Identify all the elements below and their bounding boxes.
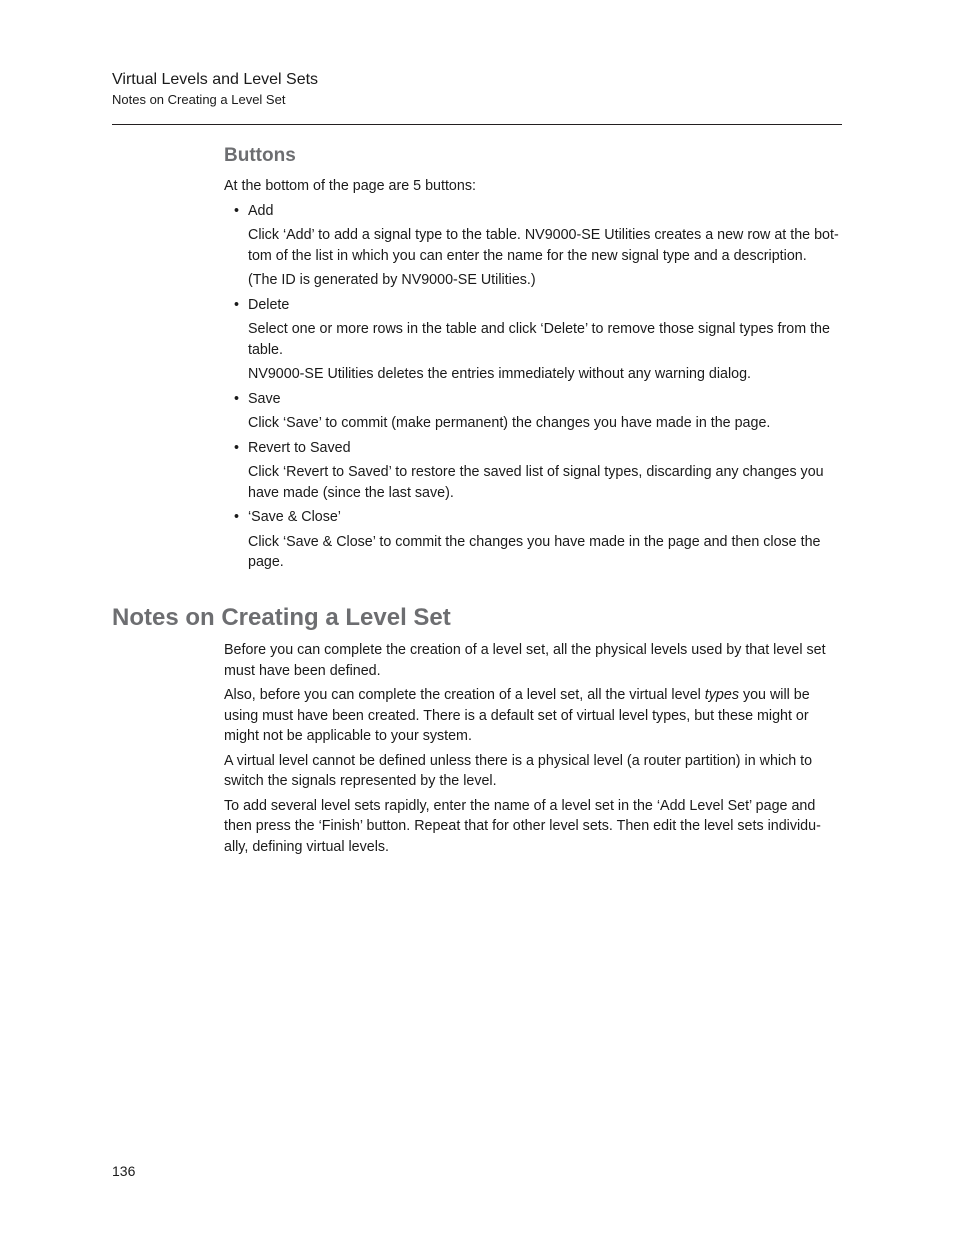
- bullet-icon: •: [234, 390, 240, 407]
- item-label: Save: [248, 390, 281, 407]
- notes-paragraph-3: A virtual level cannot be defined unless there is a physical level (a router partition) in which to switch the signals represented by the level.: [224, 752, 813, 789]
- list-item-revert-to-saved: [224, 438, 842, 504]
- running-header: [112, 70, 842, 110]
- page-number: 136: [112, 1163, 136, 1179]
- buttons-list: [224, 201, 842, 573]
- list-item-save-and-close: [224, 507, 842, 573]
- header-divider: [112, 124, 842, 125]
- bullet-icon: •: [234, 439, 240, 456]
- notes-paragraph-2: [224, 685, 842, 747]
- item-description: Click ‘Save & Close’ to commit the changes you have made in the page and then close the page.: [248, 533, 821, 570]
- item-description: Select one or more rows in the table and click ‘Delete’ to remove those signal types from the table.: [248, 321, 830, 358]
- notes-p2-end: you will be using must have been created. There is a default set of virtual level types, but these might or might not be applicable to your system.: [224, 687, 810, 744]
- list-item-delete: [224, 295, 842, 385]
- item-label: ‘Save & Close’: [248, 509, 341, 525]
- item-description: Click ‘Add’ to add a signal type to the table. NV9000-SE Utilities creates a new row at the bot-tom of the list in which you can enter the name for the new signal type and a description.: [248, 227, 839, 264]
- item-description: NV9000-SE Utilities deletes the entries immediately without any warning dialog.: [248, 366, 752, 382]
- notes-p2-start: Also, before you can complete the creation of a level set, all the virtual level: [224, 687, 705, 703]
- item-description: (The ID is generated by NV9000-SE Utilities.): [248, 272, 536, 288]
- notes-paragraph-1: Before you can complete the creation of a level set, all the physical levels used by that level set must have been defined.: [224, 642, 826, 679]
- item-label: Delete: [248, 296, 290, 313]
- list-item-save: [224, 389, 842, 434]
- notes-p2-emphasis: types: [704, 687, 739, 703]
- buttons-intro: At the bottom of the page are 5 buttons:: [224, 178, 476, 194]
- notes-section: [224, 640, 842, 861]
- item-description: Click ‘Revert to Saved’ to restore the saved list of signal types, discarding any changes you have made (since the last save).: [248, 464, 824, 501]
- bullet-icon: •: [234, 202, 240, 219]
- chapter-title: Virtual Levels and Level Sets: [112, 71, 319, 88]
- bullet-icon: •: [234, 509, 240, 525]
- section-title: Notes on Creating a Level Set: [112, 92, 286, 107]
- item-description: Click ‘Save’ to commit (make permanent) the changes you have made in the page.: [248, 415, 771, 431]
- buttons-section: [224, 143, 842, 577]
- buttons-heading: Buttons: [224, 145, 296, 166]
- notes-paragraph-4: To add several level sets rapidly, enter the name of a level set in the ‘Add Level Set’ page and then press the ‘Finish’ button. Repeat that for other level sets. Then edit the level sets individu-ally, defining virtual levels.: [224, 797, 821, 855]
- bullet-icon: •: [234, 296, 240, 313]
- list-item-add: [224, 201, 842, 291]
- notes-heading: Notes on Creating a Level Set: [112, 604, 451, 631]
- item-label: Revert to Saved: [248, 439, 351, 456]
- item-label: Add: [248, 202, 274, 219]
